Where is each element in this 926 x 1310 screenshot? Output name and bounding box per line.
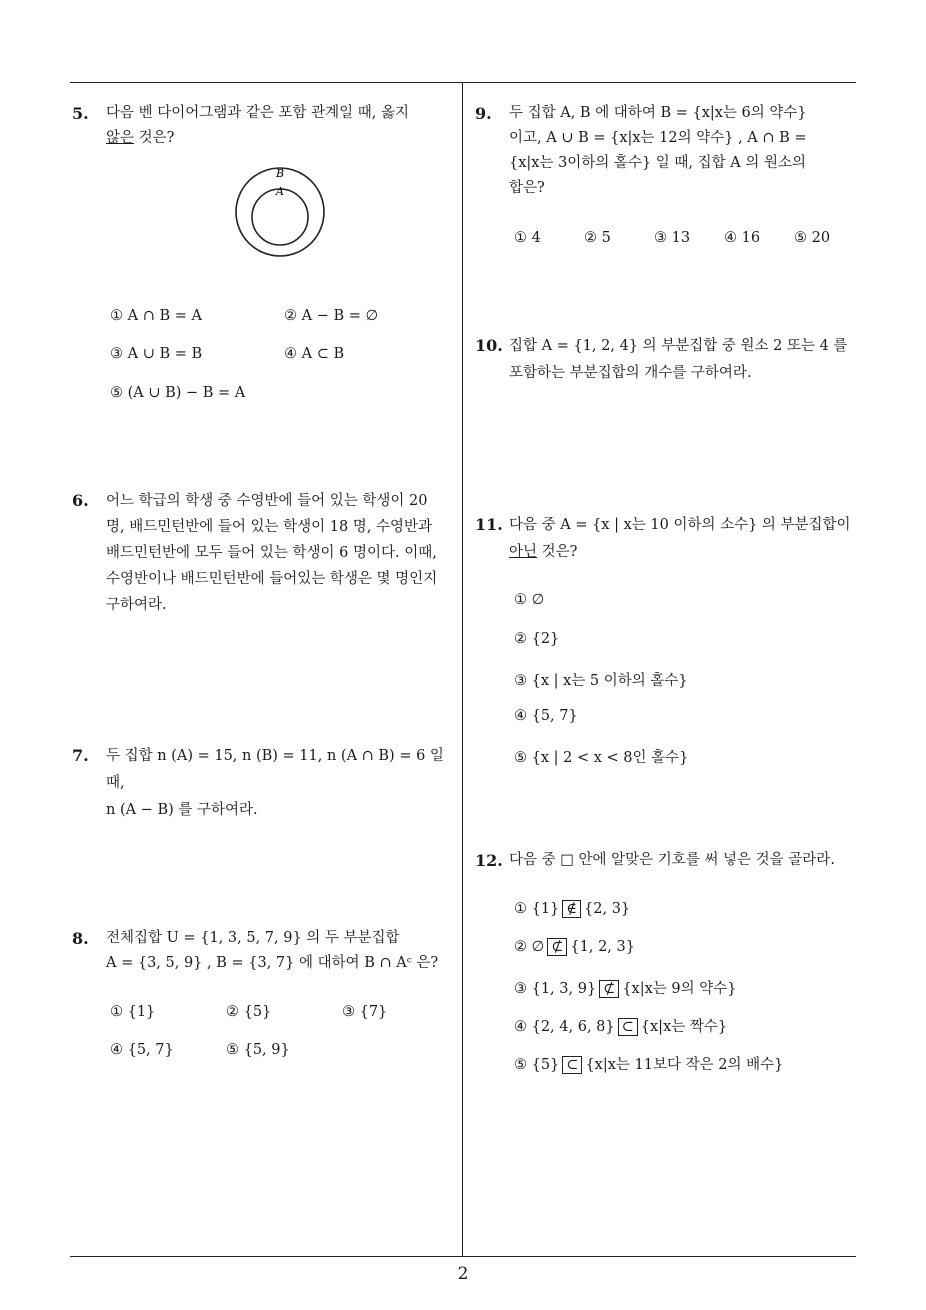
column-divider bbox=[462, 82, 463, 1257]
answer-box: ⊂ bbox=[618, 1018, 638, 1036]
q12-option-3[interactable]: ③ {1, 3, 9} ⊄ {x|x는 9의 약수} bbox=[514, 981, 737, 997]
underlined-word: 아닌 bbox=[509, 544, 538, 560]
question-number: 6. bbox=[72, 491, 89, 510]
q9-option-3[interactable]: ③ 13 bbox=[654, 230, 691, 246]
question-text: 전체집합 U = {1, 3, 5, 7, 9} 의 두 부분집합 A = {3, 5, 9} , B = {3, 7} 에 대하여 B ∩ Aᶜ 은? bbox=[106, 930, 439, 971]
q5-option-2[interactable]: ② A − B = ∅ bbox=[284, 308, 379, 324]
q8-option-4[interactable]: ④ {5, 7} bbox=[110, 1042, 174, 1058]
question-8 bbox=[72, 926, 457, 976]
question-10 bbox=[475, 333, 865, 387]
question-number: 8. bbox=[72, 929, 89, 948]
question-number: 9. bbox=[475, 104, 492, 123]
q9-option-5[interactable]: ⑤ 20 bbox=[794, 230, 831, 246]
q12-option-4[interactable]: ④ {2, 4, 6, 8} ⊂ {x|x는 짝수} bbox=[514, 1019, 728, 1035]
q12-option-5[interactable]: ⑤ {5} ⊂ {x|x는 11보다 작은 2의 배수} bbox=[514, 1057, 784, 1073]
question-number: 12. bbox=[475, 851, 503, 870]
question-12 bbox=[475, 848, 865, 873]
q11-option-5[interactable]: ⑤ {x | 2 < x < 8인 홀수} bbox=[514, 750, 689, 766]
page-number: 2 bbox=[457, 1264, 469, 1284]
answer-box: ⊄ bbox=[547, 938, 567, 956]
q5-option-1[interactable]: ① A ∩ B = A bbox=[110, 308, 202, 324]
question-text: 다음 중 A = {x | x는 10 이하의 소수} 의 부분집합이 아닌 것은? bbox=[509, 517, 851, 560]
q8-option-3[interactable]: ③ {7} bbox=[342, 1004, 388, 1020]
q12-option-1[interactable]: ① {1} ∉ {2, 3} bbox=[514, 901, 631, 917]
question-11 bbox=[475, 512, 865, 566]
q9-option-1[interactable]: ① 4 bbox=[514, 230, 541, 246]
question-7 bbox=[72, 743, 457, 824]
q5-option-3[interactable]: ③ A ∪ B = B bbox=[110, 346, 203, 362]
q9-option-4[interactable]: ④ 16 bbox=[724, 230, 761, 246]
question-5 bbox=[72, 101, 452, 151]
venn-label-b: B bbox=[275, 167, 285, 180]
answer-box: ∉ bbox=[562, 900, 581, 918]
question-text: 집합 A = {1, 2, 4} 의 부분집합 중 원소 2 또는 4 를 포함하는 부분집합의 개수를 구하여라. bbox=[509, 338, 848, 381]
question-text: 다음 중 □ 안에 알맞은 기호를 써 넣은 것을 골라라. bbox=[509, 852, 835, 868]
question-text: 다음 벤 다이어그램과 같은 포함 관계일 때, 옳지 않은 것은? bbox=[106, 105, 410, 146]
q5-option-4[interactable]: ④ A ⊂ B bbox=[284, 346, 345, 362]
underlined-word: 않은 bbox=[106, 130, 135, 146]
q12-option-2[interactable]: ② ∅ ⊄ {1, 2, 3} bbox=[514, 939, 635, 955]
q8-option-2[interactable]: ② {5} bbox=[226, 1004, 272, 1020]
question-number: 7. bbox=[72, 746, 89, 765]
question-number: 11. bbox=[475, 515, 503, 534]
q11-option-3[interactable]: ③ {x | x는 5 이하의 홀수} bbox=[514, 673, 688, 689]
q5-option-5[interactable]: ⑤ (A ∪ B) − B = A bbox=[110, 385, 246, 401]
venn-diagram bbox=[228, 160, 332, 264]
question-number: 5. bbox=[72, 104, 89, 123]
answer-box: ⊂ bbox=[562, 1056, 582, 1074]
question-text: 두 집합 n (A) = 15, n (B) = 11, n (A ∩ B) = 6 일 때, n (A − B) 를 구하여라. bbox=[106, 748, 444, 818]
q8-option-1[interactable]: ① {1} bbox=[110, 1004, 156, 1020]
q8-option-5[interactable]: ⑤ {5, 9} bbox=[226, 1042, 290, 1058]
q11-option-1[interactable]: ① ∅ bbox=[514, 592, 545, 608]
q11-option-4[interactable]: ④ {5, 7} bbox=[514, 708, 578, 724]
question-6 bbox=[72, 488, 457, 618]
q9-option-2[interactable]: ② 5 bbox=[584, 230, 611, 246]
q11-option-2[interactable]: ② {2} bbox=[514, 631, 560, 647]
question-text: 어느 학급의 학생 중 수영반에 들어 있는 학생이 20 명, 배드민턴반에 들어 있는 학생이 18 명, 수영반과 배드민턴반에 모두 들어 있는 학생이 6 명이다. 이때, 수영반이나 배드민턴반에 들어있는 학생은 몇 명인지 구하여라. bbox=[106, 493, 438, 613]
answer-box: ⊄ bbox=[599, 980, 619, 998]
bottom-rule bbox=[70, 1256, 856, 1257]
venn-label-a: A bbox=[276, 185, 284, 198]
question-text: 두 집합 A, B 에 대하여 B = {x|x는 6의 약수} 이고, A ∪ B = {x|x는 12의 약수} , A ∩ B = {x|x는 3이하의 홀수} 일 때, 집합 A 의 원소의 합은? bbox=[509, 105, 807, 196]
question-9 bbox=[475, 101, 860, 201]
top-rule bbox=[70, 82, 856, 83]
question-number: 10. bbox=[475, 336, 503, 355]
